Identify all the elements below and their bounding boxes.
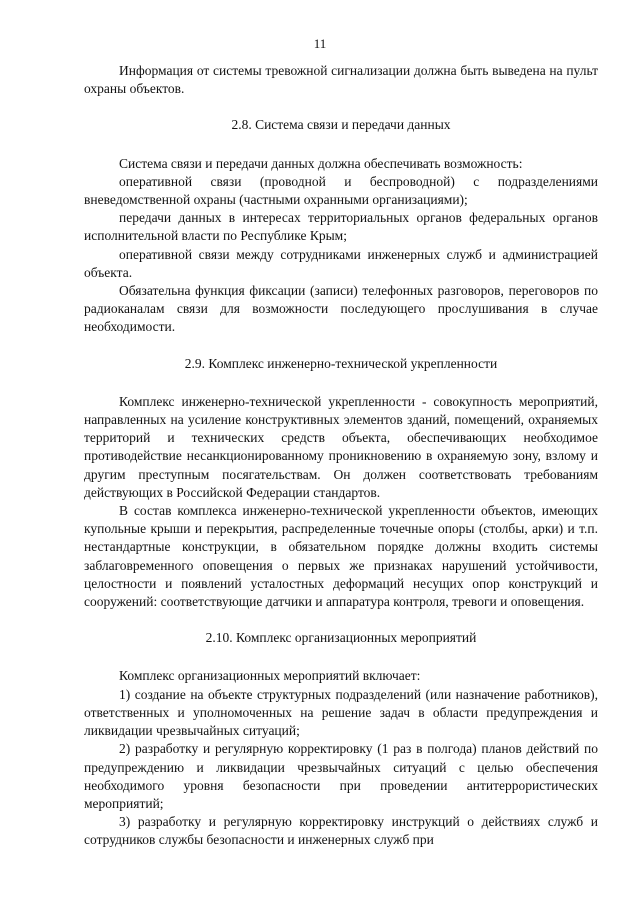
- paragraph: Комплекс организационных мероприятий включает:: [119, 668, 421, 684]
- section-heading-2-10: 2.10. Комплекс организационных мероприятий: [205, 630, 477, 646]
- paragraph: Система связи и передачи данных должна обеспечивать возможность:: [119, 155, 523, 171]
- page-body: [84, 62, 598, 850]
- paragraph: Информация от системы тревожной сигнализации должна быть выведена на пульт охраны объектов.: [84, 63, 598, 97]
- paragraph: В состав комплекса инженерно-технической укрепленности объектов, имеющих купольные крыши и перекрытия, распределенные точечные опоры (столбы, арки) и т.п. нестандартные конструкции, в обязательном порядке должны входить системы заблаговременного оповещения о первых же признаках нарушений устойчивости, целостности и появлений усталостных деформаций несущих опор конструкций и сооружений: соответствующие датчики и аппаратура контроля, тревоги и оповещения.: [84, 503, 598, 610]
- list-item: 3) разработку и регулярную корректировку инструкций о действиях служб и сотрудников службы безопасности и инженерных служб при: [84, 814, 598, 848]
- paragraph: оперативной связи между сотрудниками инженерных служб и администрацией объекта.: [84, 246, 598, 280]
- list-item: 2) разработку и регулярную корректировку (1 раз в полгода) планов действий по предупреждению и ликвидации чрезвычайных ситуаций с целью обеспечения необходимого уровня безопасности при проведении антитеррористических мероприятий;: [84, 741, 598, 811]
- paragraph: Обязательна функция фиксации (записи) телефонных разговоров, переговоров по радиоканалам связи для возможности последующего прослушивания в случае необходимости.: [84, 283, 598, 335]
- list-item: 1) создание на объекте структурных подразделений (или назначение работников), ответственных и уполномоченных на решение задач в области предупреждения и ликвидации чрезвычайных ситуаций;: [84, 686, 598, 739]
- section-heading-2-8: 2.8. Система связи и передачи данных: [231, 117, 451, 133]
- paragraph: передачи данных в интересах территориальных органов федеральных органов исполнительной власти по Республике Крым;: [84, 210, 598, 244]
- paragraph: оперативной связи (проводной и беспроводной) с подразделениями вневедомственной охраны (частными охранными организациями);: [84, 173, 598, 208]
- paragraph: Комплекс инженерно-технической укрепленности - совокупность мероприятий, направленных на усиление конструктивных элементов зданий, помещений, охраняемых территорий и технических средств объекта, обеспечивающих необходимое противодействие несанкционированному проникновению в охраняемую зону, взлому и другим преступным посягательствам. Он должен соответствовать требованиям действующих в Российской Федерации стандартов.: [84, 393, 598, 500]
- page-number: 11: [313, 36, 327, 51]
- section-heading-2-9: 2.9. Комплекс инженерно-технической укрепленности: [184, 355, 498, 371]
